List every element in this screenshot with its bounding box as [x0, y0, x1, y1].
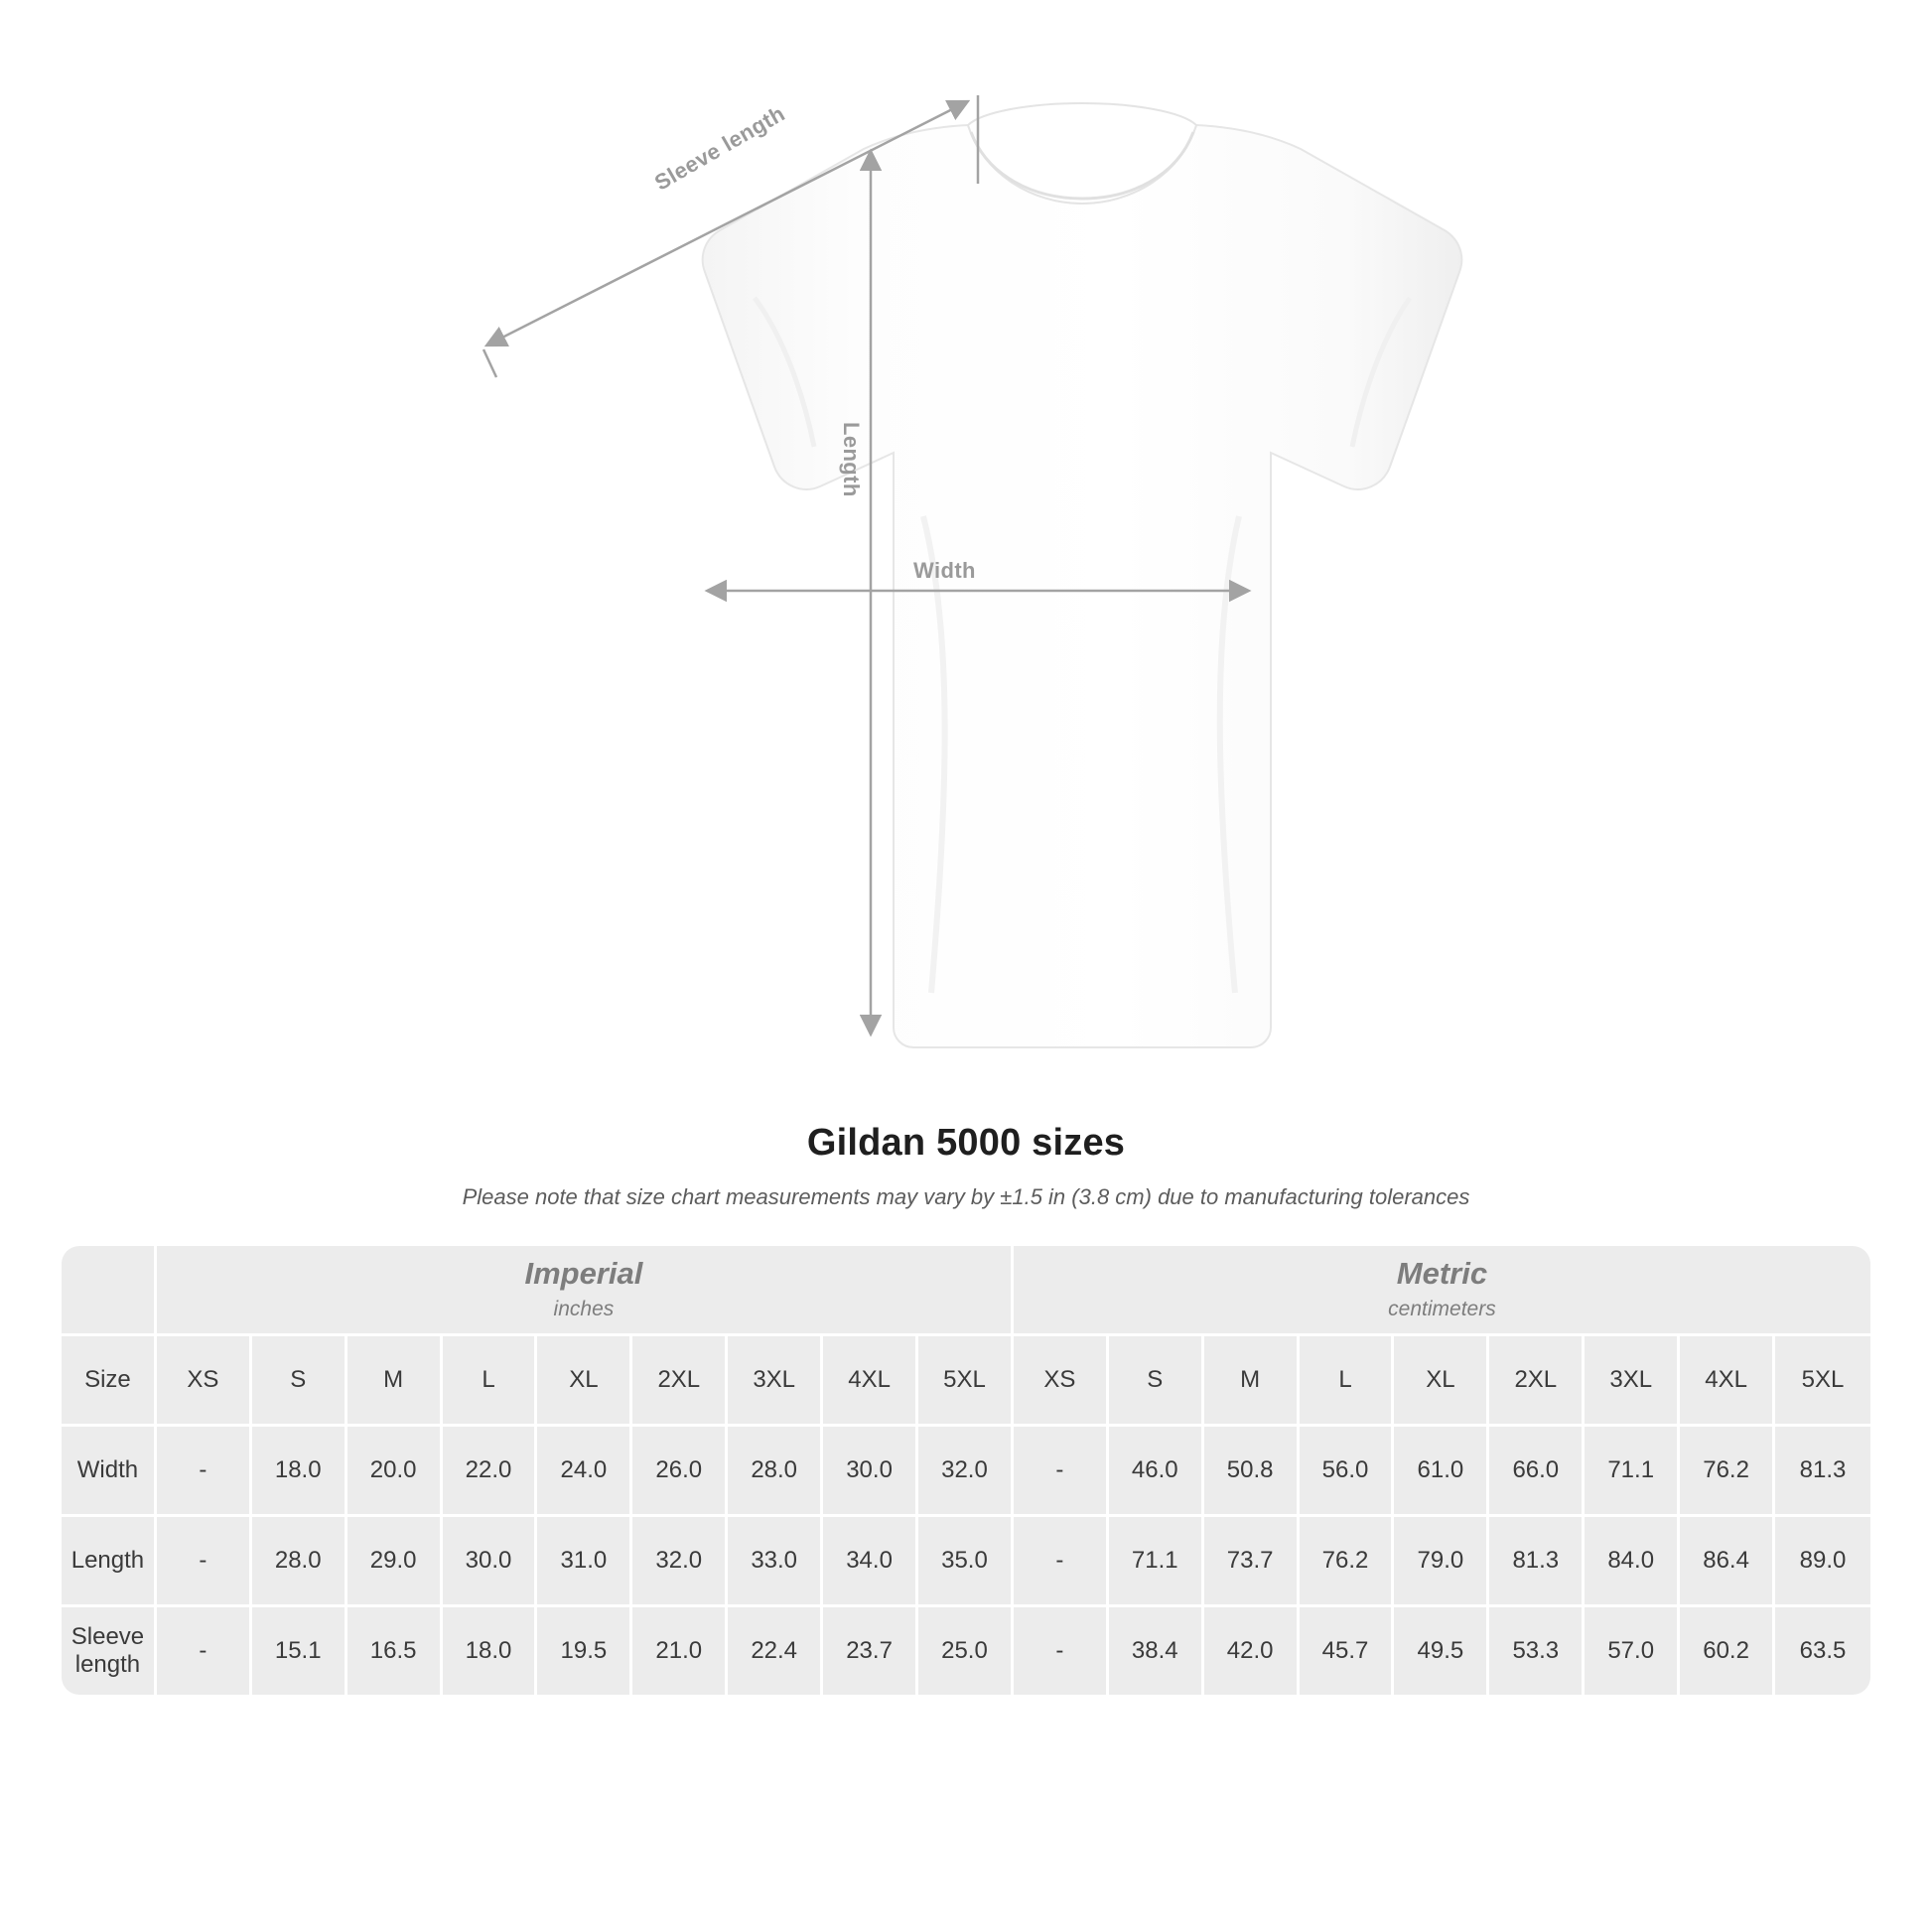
sleeve-imperial-m: 16.5 [347, 1607, 443, 1695]
size-header-imperial-m: M [347, 1336, 443, 1427]
width-metric-4xl: 76.2 [1680, 1427, 1775, 1517]
chart-heading [0, 1122, 1932, 1210]
width-imperial-xs: - [157, 1427, 252, 1517]
sleeve-metric-s: 38.4 [1109, 1607, 1204, 1695]
length-metric-s: 71.1 [1109, 1517, 1204, 1607]
table-units-row [62, 1246, 1870, 1336]
size-header-imperial-5xl: 5XL [918, 1336, 1014, 1427]
page-title: Gildan 5000 sizes [806, 1122, 1126, 1164]
size-column-header: Size [62, 1336, 157, 1427]
width-metric-l: 56.0 [1300, 1427, 1395, 1517]
size-header-imperial-2xl: 2XL [632, 1336, 728, 1427]
size-header-imperial-xs: XS [157, 1336, 252, 1427]
table-row [62, 1607, 1870, 1695]
size-header-metric-4xl: 4XL [1680, 1336, 1775, 1427]
sleeve-imperial-3xl: 22.4 [728, 1607, 823, 1695]
length-metric-l: 76.2 [1300, 1517, 1395, 1607]
length-imperial-xl: 31.0 [537, 1517, 632, 1607]
size-header-imperial-xl: XL [537, 1336, 632, 1427]
imperial-unit-header [157, 1246, 1014, 1336]
sleeve-imperial-xs: - [157, 1607, 252, 1695]
imperial-system-label: Imperial [524, 1255, 643, 1291]
size-table-wrapper [62, 1246, 1870, 1695]
width-imperial-4xl: 30.0 [823, 1427, 918, 1517]
width-metric-s: 46.0 [1109, 1427, 1204, 1517]
size-header-imperial-s: S [252, 1336, 347, 1427]
sleeve-imperial-4xl: 23.7 [823, 1607, 918, 1695]
size-header-metric-5xl: 5XL [1775, 1336, 1870, 1427]
width-imperial-m: 20.0 [347, 1427, 443, 1517]
width-metric-m: 50.8 [1204, 1427, 1300, 1517]
sleeve-metric-3xl: 57.0 [1585, 1607, 1680, 1695]
length-metric-2xl: 81.3 [1489, 1517, 1585, 1607]
sleeve-metric-4xl: 60.2 [1680, 1607, 1775, 1695]
length-metric-xs: - [1014, 1517, 1109, 1607]
length-imperial-s: 28.0 [252, 1517, 347, 1607]
metric-unit-header [1014, 1246, 1870, 1336]
tshirt-shape [703, 103, 1462, 1047]
imperial-units-label: inches [553, 1297, 615, 1320]
size-header-metric-xs: XS [1014, 1336, 1109, 1427]
length-imperial-5xl: 35.0 [918, 1517, 1014, 1607]
size-header-metric-xl: XL [1394, 1336, 1489, 1427]
size-header-imperial-3xl: 3XL [728, 1336, 823, 1427]
size-header-metric-l: L [1300, 1336, 1395, 1427]
table-row [62, 1517, 1870, 1607]
width-imperial-s: 18.0 [252, 1427, 347, 1517]
row-label-sleeve-length: Sleeve length [62, 1607, 157, 1695]
sleeve-imperial-l: 18.0 [443, 1607, 538, 1695]
width-imperial-xl: 24.0 [537, 1427, 632, 1517]
width-imperial-2xl: 26.0 [632, 1427, 728, 1517]
sleeve-imperial-5xl: 25.0 [918, 1607, 1014, 1695]
metric-units-label: centimeters [1388, 1297, 1496, 1320]
width-imperial-5xl: 32.0 [918, 1427, 1014, 1517]
length-metric-5xl: 89.0 [1775, 1517, 1870, 1607]
width-imperial-3xl: 28.0 [728, 1427, 823, 1517]
sleeve-metric-2xl: 53.3 [1489, 1607, 1585, 1695]
size-header-metric-3xl: 3XL [1585, 1336, 1680, 1427]
sleeve-metric-m: 42.0 [1204, 1607, 1300, 1695]
length-metric-xl: 79.0 [1394, 1517, 1489, 1607]
sleeve-metric-xs: - [1014, 1607, 1109, 1695]
sleeve-metric-l: 45.7 [1300, 1607, 1395, 1695]
width-metric-3xl: 71.1 [1585, 1427, 1680, 1517]
sleeve-imperial-2xl: 21.0 [632, 1607, 728, 1695]
length-metric-4xl: 86.4 [1680, 1517, 1775, 1607]
units-row-spacer [62, 1246, 157, 1336]
width-metric-xl: 61.0 [1394, 1427, 1489, 1517]
length-imperial-2xl: 32.0 [632, 1517, 728, 1607]
metric-system-label: Metric [1396, 1255, 1488, 1291]
width-metric-2xl: 66.0 [1489, 1427, 1585, 1517]
width-metric-5xl: 81.3 [1775, 1427, 1870, 1517]
table-row [62, 1427, 1870, 1517]
tolerance-note: Please note that size chart measurements may vary by ±1.5 in (3.8 cm) due to manufacturing tolerances [462, 1184, 1470, 1209]
length-dimension-label: Length [839, 422, 864, 497]
width-metric-xs: - [1014, 1427, 1109, 1517]
size-header-metric-m: M [1204, 1336, 1300, 1427]
table-size-header-row [62, 1336, 1870, 1427]
length-metric-m: 73.7 [1204, 1517, 1300, 1607]
sleeve-imperial-s: 15.1 [252, 1607, 347, 1695]
sleeve-metric-5xl: 63.5 [1775, 1607, 1870, 1695]
width-imperial-l: 22.0 [443, 1427, 538, 1517]
sleeve-length-dimension-label: Sleeve length [650, 100, 789, 196]
length-imperial-3xl: 33.0 [728, 1517, 823, 1607]
row-label-width: Width [62, 1427, 157, 1517]
length-imperial-l: 30.0 [443, 1517, 538, 1607]
size-header-imperial-l: L [443, 1336, 538, 1427]
length-imperial-m: 29.0 [347, 1517, 443, 1607]
length-imperial-4xl: 34.0 [823, 1517, 918, 1607]
length-metric-3xl: 84.0 [1585, 1517, 1680, 1607]
width-dimension-label: Width [913, 558, 976, 583]
length-imperial-xs: - [157, 1517, 252, 1607]
sleeve-imperial-xl: 19.5 [537, 1607, 632, 1695]
size-header-imperial-4xl: 4XL [823, 1336, 918, 1427]
size-header-metric-2xl: 2XL [1489, 1336, 1585, 1427]
size-header-metric-s: S [1109, 1336, 1204, 1427]
sleeve-metric-xl: 49.5 [1394, 1607, 1489, 1695]
size-table [62, 1246, 1870, 1695]
row-label-length: Length [62, 1517, 157, 1607]
